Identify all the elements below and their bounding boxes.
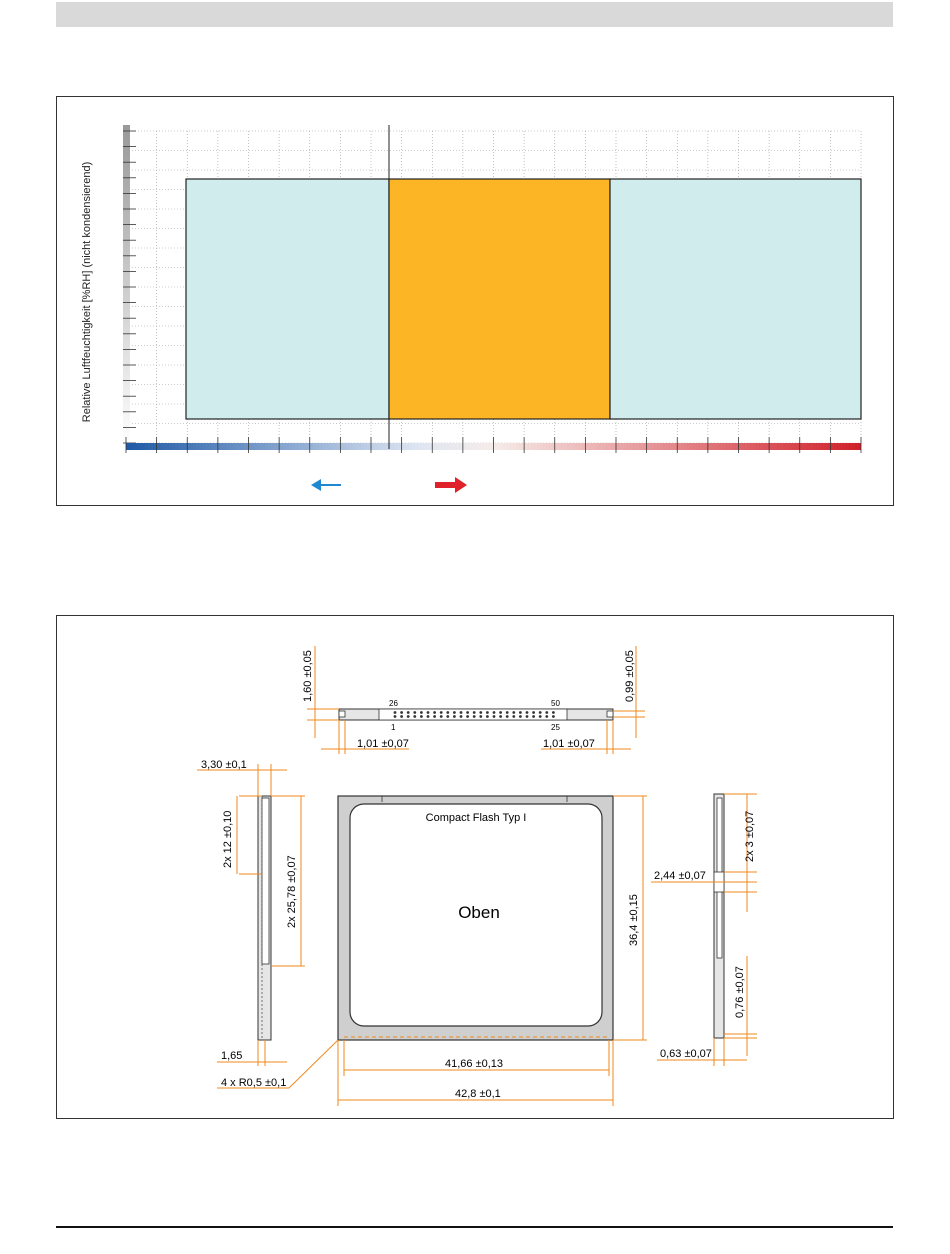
card-top-view (217, 796, 647, 1106)
dim-rail-thickness: 0,63 ±0,07 (660, 1048, 712, 1060)
connector-pin (407, 715, 410, 718)
dim-slot-pos: 2x 3 ±0,07 (744, 810, 756, 862)
connector-pin (453, 715, 456, 718)
dim-inner-width: 41,66 ±0,13 (445, 1058, 504, 1070)
connector-pin (519, 715, 522, 718)
pin-50-label: 50 (551, 699, 560, 708)
humidity-chart-frame (56, 96, 894, 506)
dim-guide-total: 2x 25,78 ±0,07 (286, 855, 298, 928)
connector-pin (519, 711, 522, 714)
connector-pin (460, 711, 463, 714)
dim-edge-right: 1,01 ±0,07 (543, 738, 595, 750)
connector-pin (473, 715, 476, 718)
connector-pin (407, 711, 410, 714)
connector-pin (460, 715, 463, 718)
chart-zone (610, 179, 861, 419)
y-axis-ticks (123, 131, 136, 443)
dim-guide-length: 2x 12 ±0,10 (222, 810, 234, 868)
connector-pin (420, 711, 423, 714)
dim-slot-width: 2,44 ±0,07 (654, 870, 706, 882)
connector-pin (394, 711, 397, 714)
connector-pin (394, 715, 397, 718)
connector-pin (446, 711, 449, 714)
pin-25-label: 25 (551, 723, 560, 732)
connector-pin (453, 711, 456, 714)
arrow-right-icon (435, 477, 467, 493)
connector-pin (526, 715, 529, 718)
connector-pin (545, 711, 548, 714)
dim-thickness-right: 0,99 ±0,05 (624, 650, 636, 702)
connector-pin (506, 715, 509, 718)
connector-pin (512, 711, 515, 714)
chart-zone (389, 179, 610, 419)
connector-pin (506, 711, 509, 714)
connector-pin (433, 715, 436, 718)
side-label: Oben (458, 903, 500, 922)
connector-pin (545, 715, 548, 718)
arrow-left-icon (311, 479, 341, 491)
connector-pin (466, 715, 469, 718)
connector-pin (446, 715, 449, 718)
dim-thickness-left: 1,60 ±0,05 (302, 650, 314, 702)
connector-pin (512, 715, 515, 718)
dim-step: 1,65 (221, 1050, 243, 1062)
chart-zone (186, 179, 389, 419)
connector-pin (473, 711, 476, 714)
connector-pin (427, 715, 430, 718)
pin-26-label: 26 (389, 699, 398, 708)
dim-edge-left: 1,01 ±0,07 (357, 738, 409, 750)
connector-pin (440, 715, 443, 718)
dim-side-thickness: 3,30 ±0,1 (201, 759, 247, 771)
dim-rail-height: 0,76 ±0,07 (734, 966, 746, 1018)
chart-zones (186, 179, 861, 419)
dim-outer-width: 42,8 ±0,1 (455, 1088, 501, 1100)
connector-pin (532, 715, 535, 718)
humidity-axis-bar (123, 125, 130, 447)
pin-1-label: 1 (391, 723, 396, 732)
dim-radius: 4 x R0,5 ±0,1 (221, 1077, 287, 1089)
footer-rule (56, 1226, 893, 1228)
connector-pin (440, 711, 443, 714)
humidity-chart (57, 97, 893, 505)
connector-pin (539, 711, 542, 714)
left-side-view (197, 759, 305, 1066)
connector-pin (420, 715, 423, 718)
dim-height: 36,4 ±0,15 (628, 894, 640, 946)
connector-pin (493, 711, 496, 714)
connector-pin (526, 711, 529, 714)
connector-pin (479, 711, 482, 714)
connector-pin (486, 711, 489, 714)
connector-pin (427, 711, 430, 714)
connector-pin (413, 715, 416, 718)
top-edge-view (302, 646, 645, 754)
connector-pin (499, 715, 502, 718)
connector-pin (493, 715, 496, 718)
connector-pin (499, 711, 502, 714)
connector-pin (552, 711, 555, 714)
connector-pin (466, 711, 469, 714)
y-axis-label: Relative Luftfeuchtigkeit [%RH] (nicht kondensierend) (81, 161, 93, 423)
connector-pin (400, 715, 403, 718)
right-side-view (651, 794, 757, 1066)
compact-flash-drawing-frame (56, 615, 894, 1119)
card-label: Compact Flash Typ I (425, 812, 527, 824)
connector-pin (486, 715, 489, 718)
connector-pin (539, 715, 542, 718)
connector-pin (413, 711, 416, 714)
compact-flash-drawing (57, 616, 893, 1118)
connector-pin (552, 715, 555, 718)
connector-pin (479, 715, 482, 718)
connector-pin (532, 711, 535, 714)
connector-pin (433, 711, 436, 714)
connector-pin (400, 711, 403, 714)
header-bar (56, 2, 893, 27)
